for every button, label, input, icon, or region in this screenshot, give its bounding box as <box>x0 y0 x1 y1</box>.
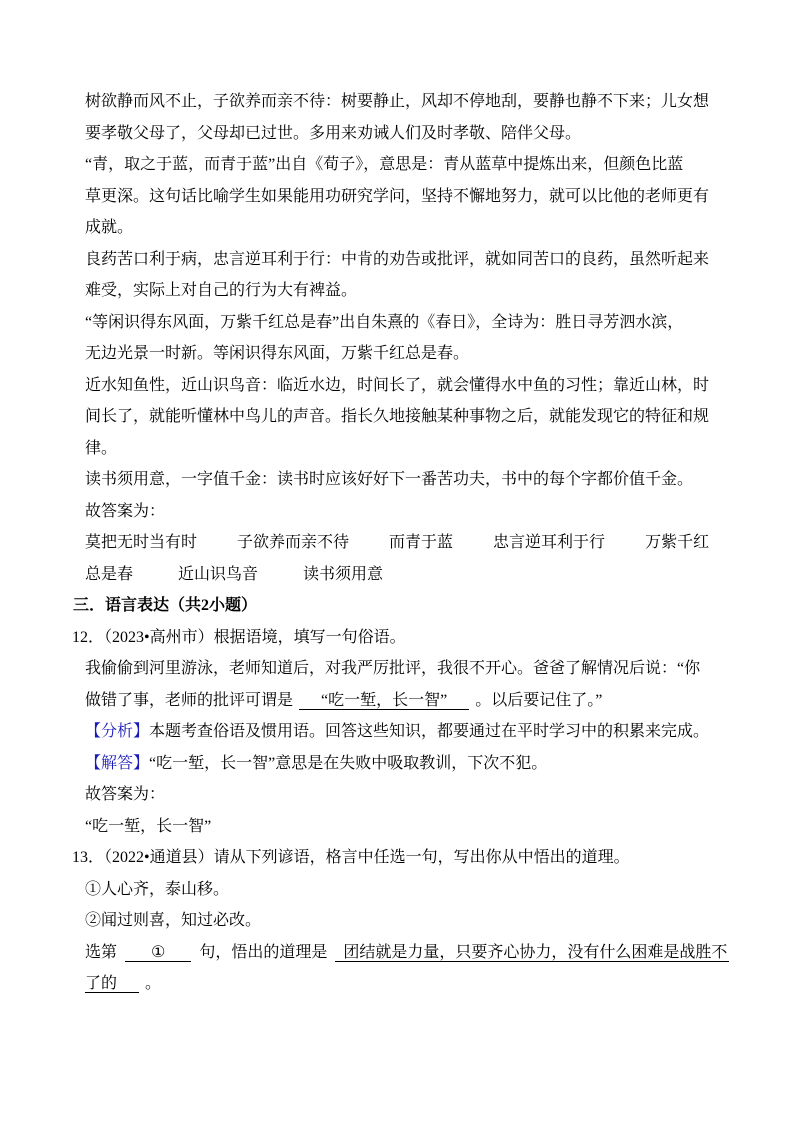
q13-closing-period: 。 <box>145 975 162 992</box>
q13-answer-line-1 <box>85 937 728 969</box>
explanation-line: “青，取之于蓝，而青于蓝”出自《荀子》，意思是：青从蓝草中提炼出来，但颜色比蓝 <box>85 156 684 173</box>
explanation-line: 无边光景一时新。等闲识得东风面，万紫千红总是春。 <box>85 345 470 362</box>
answer-item: 近山识鸟音 <box>178 565 259 583</box>
answer-item: 子欲养而亲不待 <box>237 534 350 551</box>
q12-answer-blank: “吃一堑，长一智” <box>299 692 469 710</box>
q13-answer-line-2 <box>85 968 710 1000</box>
answer-item: 而青于蓝 <box>389 534 454 551</box>
explanation-line: 草更深。这句话比喻学生如果能用功研究学问，坚持不懈地努力，就可以比他的老师更有 <box>85 187 710 205</box>
explanation-line: “等闲识得东风面，万紫千红总是春”出自朱熹的《春日》，全诗为：胜日寻芳泗水滨， <box>85 313 684 331</box>
answers-intro: 故答案为： <box>85 502 166 520</box>
explanation-line: 难受，实际上对自己的行为大有裨益。 <box>85 282 358 299</box>
q12-blank-prefix: 做错了事，老师的批评可谓是 <box>85 691 294 709</box>
q13-choice-blank: ① <box>125 944 191 962</box>
q12-answer-intro: 故答案为： <box>85 786 166 803</box>
q12-context-line-1: 我偷偷到河里游泳，老师知道后，对我严厉批评，我很不开心。爸爸了解情况后说：“你 <box>85 660 701 677</box>
answer-item: 总是春 <box>85 565 134 583</box>
answers-row-2 <box>85 559 710 591</box>
answer-item: 读书须用意 <box>303 565 384 583</box>
document-content <box>72 86 728 1000</box>
q13-choose-mid: 句，悟出的道理是 <box>199 943 328 961</box>
answers-row-1 <box>85 527 710 559</box>
explanation-line: 要孝敬父母了，父母却已过世。多用来劝诫人们及时孝敬、陪伴父母。 <box>85 124 582 142</box>
explanation-line: 读书须用意，一字值千金：读书时应该好好下一番苦功夫，书中的每个字都价值千金。 <box>85 471 694 488</box>
q13-choose-prefix: 选第 <box>85 943 118 961</box>
q13-option-2: ②闻过则喜，知过必改。 <box>85 912 262 929</box>
solution-line <box>85 748 710 780</box>
q12-fill-line <box>85 685 710 717</box>
solution-label: 【解答】 <box>85 754 150 772</box>
q13-option-1: ①人心齐，泰山移。 <box>85 880 230 898</box>
question-13-title: 13．（2022•通道县）请从下列谚语，格言中任选一句，写出你从中悟出的道理。 <box>72 849 630 866</box>
explanation-line: 间长了，就能听懂林中鸟儿的声音。指长久地接触某种事物之后，就能发现它的特征和规 <box>85 408 710 425</box>
q12-blank-suffix: 。以后要记住了。” <box>475 691 603 709</box>
explanation-line: 律。 <box>85 439 118 457</box>
section-heading: 三．语言表达（共2小题） <box>73 597 258 614</box>
answer-item: 忠言逆耳利于行 <box>493 534 606 551</box>
explanation-line: 成就。 <box>85 219 134 236</box>
analysis-label: 【分析】 <box>85 723 150 740</box>
q13-reason-underline-2: 了的 <box>85 975 139 993</box>
explanation-line: 树欲静而风不止，子欲养而亲不待：树要静止，风却不停地刮，要静也静不下来；儿女想 <box>85 93 710 110</box>
answer-item: 万紫千红 <box>645 534 710 551</box>
question-12-title: 12．（2023•高州市）根据语境，填写一句俗语。 <box>72 628 406 646</box>
analysis-line <box>85 716 710 748</box>
explanation-line: 良药苦口利于病，忠言逆耳利于行：中肯的劝告或批评，就如同苦口的良药，虽然听起来 <box>85 250 710 268</box>
analysis-text: 本题考查俗语及惯用语。回答这些知识，都要通过在平时学习中的积累来完成。 <box>149 723 710 740</box>
q13-reason-underline: 团结就是力量，只要齐心协力，没有什么困难是战胜不 <box>335 944 729 962</box>
q12-final-answer: “吃一堑，长一智” <box>85 817 212 835</box>
solution-text: “吃一堑，长一智”意思是在失败中吸取教训，下次不犯。 <box>149 754 548 772</box>
explanation-line: 近水知鱼性，近山识鸟音：临近水边，时间长了，就会懂得水中鱼的习性；靠近山林，时 <box>85 376 710 394</box>
answer-item: 莫把无时当有时 <box>85 534 198 551</box>
